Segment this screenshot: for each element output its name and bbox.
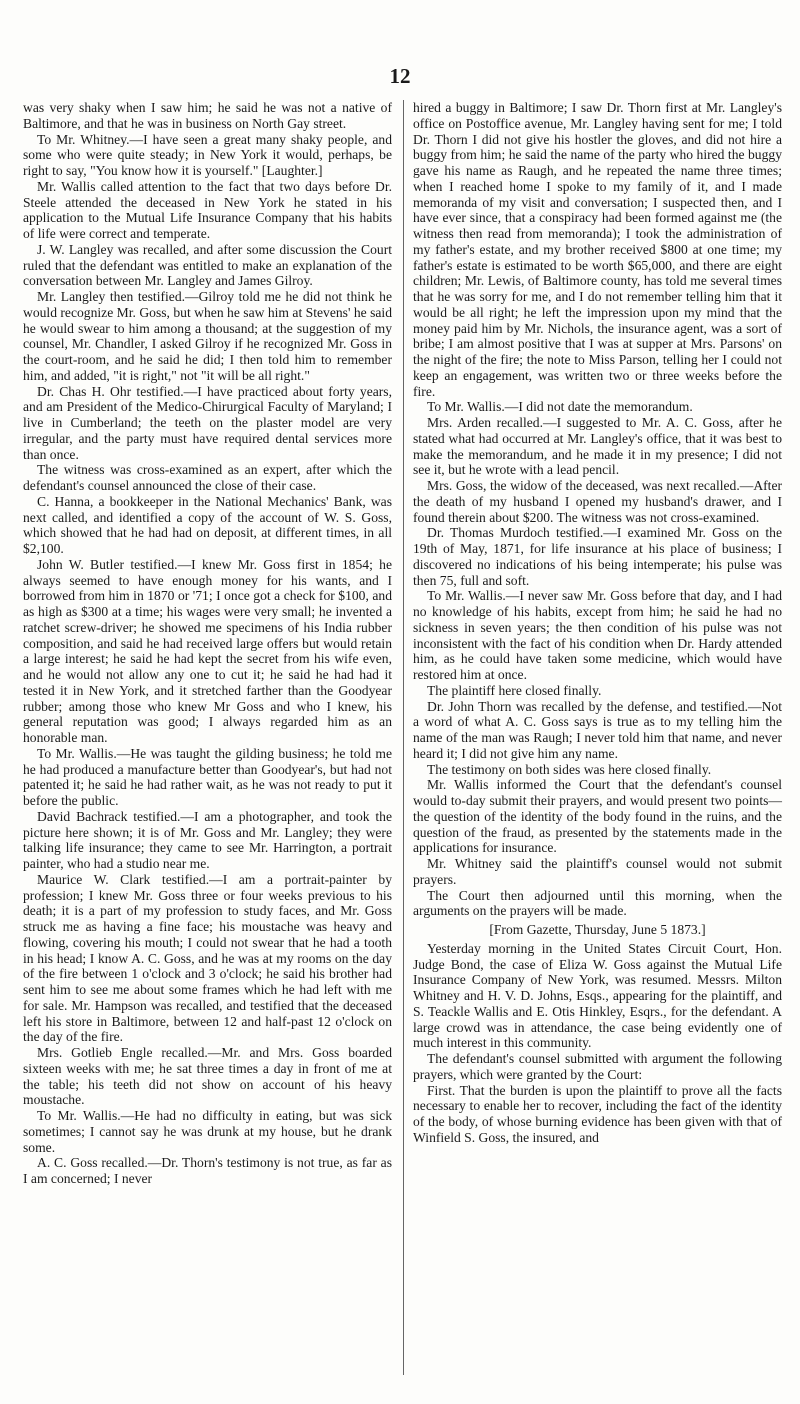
dateline: [From Gazette, Thursday, June 5 1873.]: [489, 922, 706, 937]
page-number: 12: [389, 64, 411, 88]
paragraph: Maurice W. Clark testified.—I am a portrait-painter by profession; I knew Mr. Goss three or four weeks previous to his death; it is a part of my profession to study faces, and Mr. Goss struck me as having a fine face; his moustache was heavy and flowing, covering his mouth; I could not swear that he had a tooth in his head; I know A. C. Goss, and he was at my rooms on the day of the fire between 1 o'clock and 3 o'clock; he said his brother had sent him to see me about some frames which he had left with me for sale. Mr. Hampson was recalled, and testified that the deceased left his store in Baltimore, between 12 and half-past 12 o'clock on the day of the fire.: [23, 871, 392, 1045]
left-column: [23, 100, 392, 1187]
column-rule: [403, 100, 404, 1375]
paragraph: J. W. Langley was recalled, and after some discussion the Court ruled that the defendant was entitled to make an explanation of the conversation between Mr. Langley and James Gilroy.: [23, 241, 392, 289]
paragraph: Mr. Langley then testified.—Gilroy told me he did not think he would recognize Mr. Goss, but when he saw him at Stevens' he said he would swear to him among a thousand; at the suggestion of my counsel, Mr. Chandler, I asked Gilroy if he recognized Mr. Goss in the court-room, and he said he did; I then told him to remember him, and added, "it is right," not "it will be all right.": [23, 289, 392, 383]
paragraph: John W. Butler testified.—I knew Mr. Goss first in 1854; he always seemed to have enough money for his wants, and I borrowed from him in 1870 or '71; I once got a check for $100, and as high as $300 at a time; his wages were very small; he invented a ratchet screw-driver; he showed me specimens of his India rubber composition, and said he had received large offers but would retain a large interest; he said he had kept the secret from his wife even, and he would not allow any one to cut it; he said he had had it tested it in New York, and it stretched farther than the Goodyear rubber; among those who knew Mr Goss and who I knew, his general reputation was good; I always regarded him as an honorable man.: [23, 556, 392, 745]
paragraph: To Mr. Whitney.—I have seen a great many shaky people, and some who were quite steady; in New York it would, perhaps, be right to say, "You know how it is yourself." [Laughter.]: [23, 131, 392, 178]
paragraph: Mr. Wallis called attention to the fact that two days before Dr. Steele attended the deceased in New York he stated in his application to the Mutual Life Insurance Company that his habits of life were correct and temperate.: [23, 178, 392, 241]
paragraph: To Mr. Wallis.—He had no difficulty in eating, but was sick sometimes; I cannot say he was drunk at my house, but he drank some.: [23, 1108, 392, 1155]
paragraph: Dr. Thomas Murdoch testified.—I examined Mr. Goss on the 19th of May, 1871, for life insurance at his place of business; I discovered no indications of his being intemperate; his pulse was then 75, full and soft.: [413, 525, 782, 588]
right-column: [413, 100, 782, 1146]
paragraph: To Mr. Wallis.—I did not date the memorandum.: [427, 399, 693, 415]
paragraph: To Mr. Wallis.—I never saw Mr. Goss before that day, and I had no knowledge of his habits, except from him; he said he had no sickness in seven years; the then condition of his pulse was not inconsistent with the fact of his condition when Dr. Hardy attended him, as he could have taken some medicine, which would have restored him at once.: [413, 588, 782, 682]
paragraph: C. Hanna, a bookkeeper in the National Mechanics' Bank, was next called, and identified a copy of the account of W. S. Goss, which showed that he had had on deposit, at different times, in all $2,100.: [23, 493, 392, 556]
paragraph: The Court then adjourned until this morning, when the arguments on the prayers will be made.: [413, 887, 782, 919]
paragraph: hired a buggy in Baltimore; I saw Dr. Thorn first at Mr. Langley's office on Postoffice avenue, Mr. Langley having sent for me; I told Dr. Thorn I did not give his hostler the gloves, and did not hire a buggy from him; he said the name of the party who hired the buggy gave his name as Raugh, and he repeated the name three times; when I reached home I spoke to my family of it, and I made memoranda of my visit and conversation; I suspected then, and I have ever since, that a conspiracy had been formed against me (the witness then read from memoranda); I took the administration of my father's estate, and my brother received $800 at one time; my father's estate is estimated to be worth $65,000, and there are eight children; Mr. Lewis, of Baltimore county, has told me several times that he was sorry for me, and I do not remember telling him that it would be all right; he left the impression upon my mind that the money paid him by Mr. Nichols, the insurance agent, was a sort of bribe; I am almost positive that I was at supper at Mrs. Parsons' on the night of the fire; the note to Miss Parson, telling her I could not keep an engagement, was written two or three weeks before the fire.: [413, 100, 782, 399]
paragraph: The defendant's counsel submitted with argument the following prayers, which were granted by the Court:: [413, 1051, 782, 1082]
paragraph: was very shaky when I saw him; he said he was not a native of Baltimore, and that he was in business on North Gay street.: [23, 100, 392, 131]
paragraph: Dr. Chas H. Ohr testified.—I have practiced about forty years, and am President of the Medico-Chirurgical Faculty of Maryland; I live in Cumberland; the teeth on the plaster model are very irregular, and the party must have required dental services more than once.: [23, 383, 392, 462]
paragraph: Mrs. Goss, the widow of the deceased, was next recalled.—After the death of my husband I opened my husband's drawer, and I found therein about $200. The witness was not cross-examined.: [413, 478, 782, 525]
paragraph: To Mr. Wallis.—He was taught the gilding business; he told me he had produced a manufacture better than Goodyear's, but had not patented it; he said he had rather wait, as he was not ready to put it before the public.: [23, 745, 392, 808]
paragraph: Mrs. Gotlieb Engle recalled.—Mr. and Mrs. Goss boarded sixteen weeks with me; he sat three times a day in front of me at the table; his teeth did not show on account of his heavy moustache.: [23, 1045, 392, 1108]
paragraph: Mrs. Arden recalled.—I suggested to Mr. A. C. Goss, after he stated what had occurred at Mr. Langley's office, that it was best to make the memorandum, and he made it in my presence; I did not see it, but he wrote with a lead pencil.: [413, 415, 782, 478]
paragraph: A. C. Goss recalled.—Dr. Thorn's testimony is not true, as far as I am concerned; I never: [23, 1155, 392, 1186]
paragraph: The plaintiff here closed finally.: [427, 682, 602, 698]
paragraph: The testimony on both sides was here closed finally.: [427, 761, 712, 777]
paragraph: The witness was cross-examined as an expert, after which the defendant's counsel announced the close of their case.: [23, 462, 392, 493]
paragraph: Dr. John Thorn was recalled by the defense, and testified.—Not a word of what A. C. Goss says is true as to my telling him the name of the man was Raugh; I never told him that name, and never heard it; I did not give him any name.: [413, 698, 782, 761]
paragraph: Mr. Wallis informed the Court that the defendant's counsel would to-day submit their prayers, and would present two points—the question of the identity of the body found in the ruins, and the question of the fraud, as presented by the statements made in the applications for insurance.: [413, 777, 782, 856]
paragraph: First. That the burden is upon the plaintiff to prove all the facts necessary to enable her to recover, including the fact of the identity of the body, of whose burning evidence has been given with that of Winfield S. Goss, the insured, and: [413, 1082, 782, 1145]
paragraph: David Bachrack testified.—I am a photographer, and took the picture here shown; it is of Mr. Goss and Mr. Langley; they were talking life insurance; they came to see Mr. Harrington, a portrait painter, who had a studio near me.: [23, 808, 392, 871]
paragraph: Mr. Whitney said the plaintiff's counsel would not submit prayers.: [413, 856, 782, 887]
paragraph: Yesterday morning in the United States Circuit Court, Hon. Judge Bond, the case of Eliza W. Goss against the Mutual Life Insurance Company of New York, was resumed. Messrs. Milton Whitney and H. V. D. Johns, Esqs., appearing for the plaintiff, and S. Teackle Wallis and E. Otis Hinkley, Esqrs., for the defendant. A large crowd was in attendance, the case being evidently one of much interest in this community.: [413, 940, 782, 1051]
